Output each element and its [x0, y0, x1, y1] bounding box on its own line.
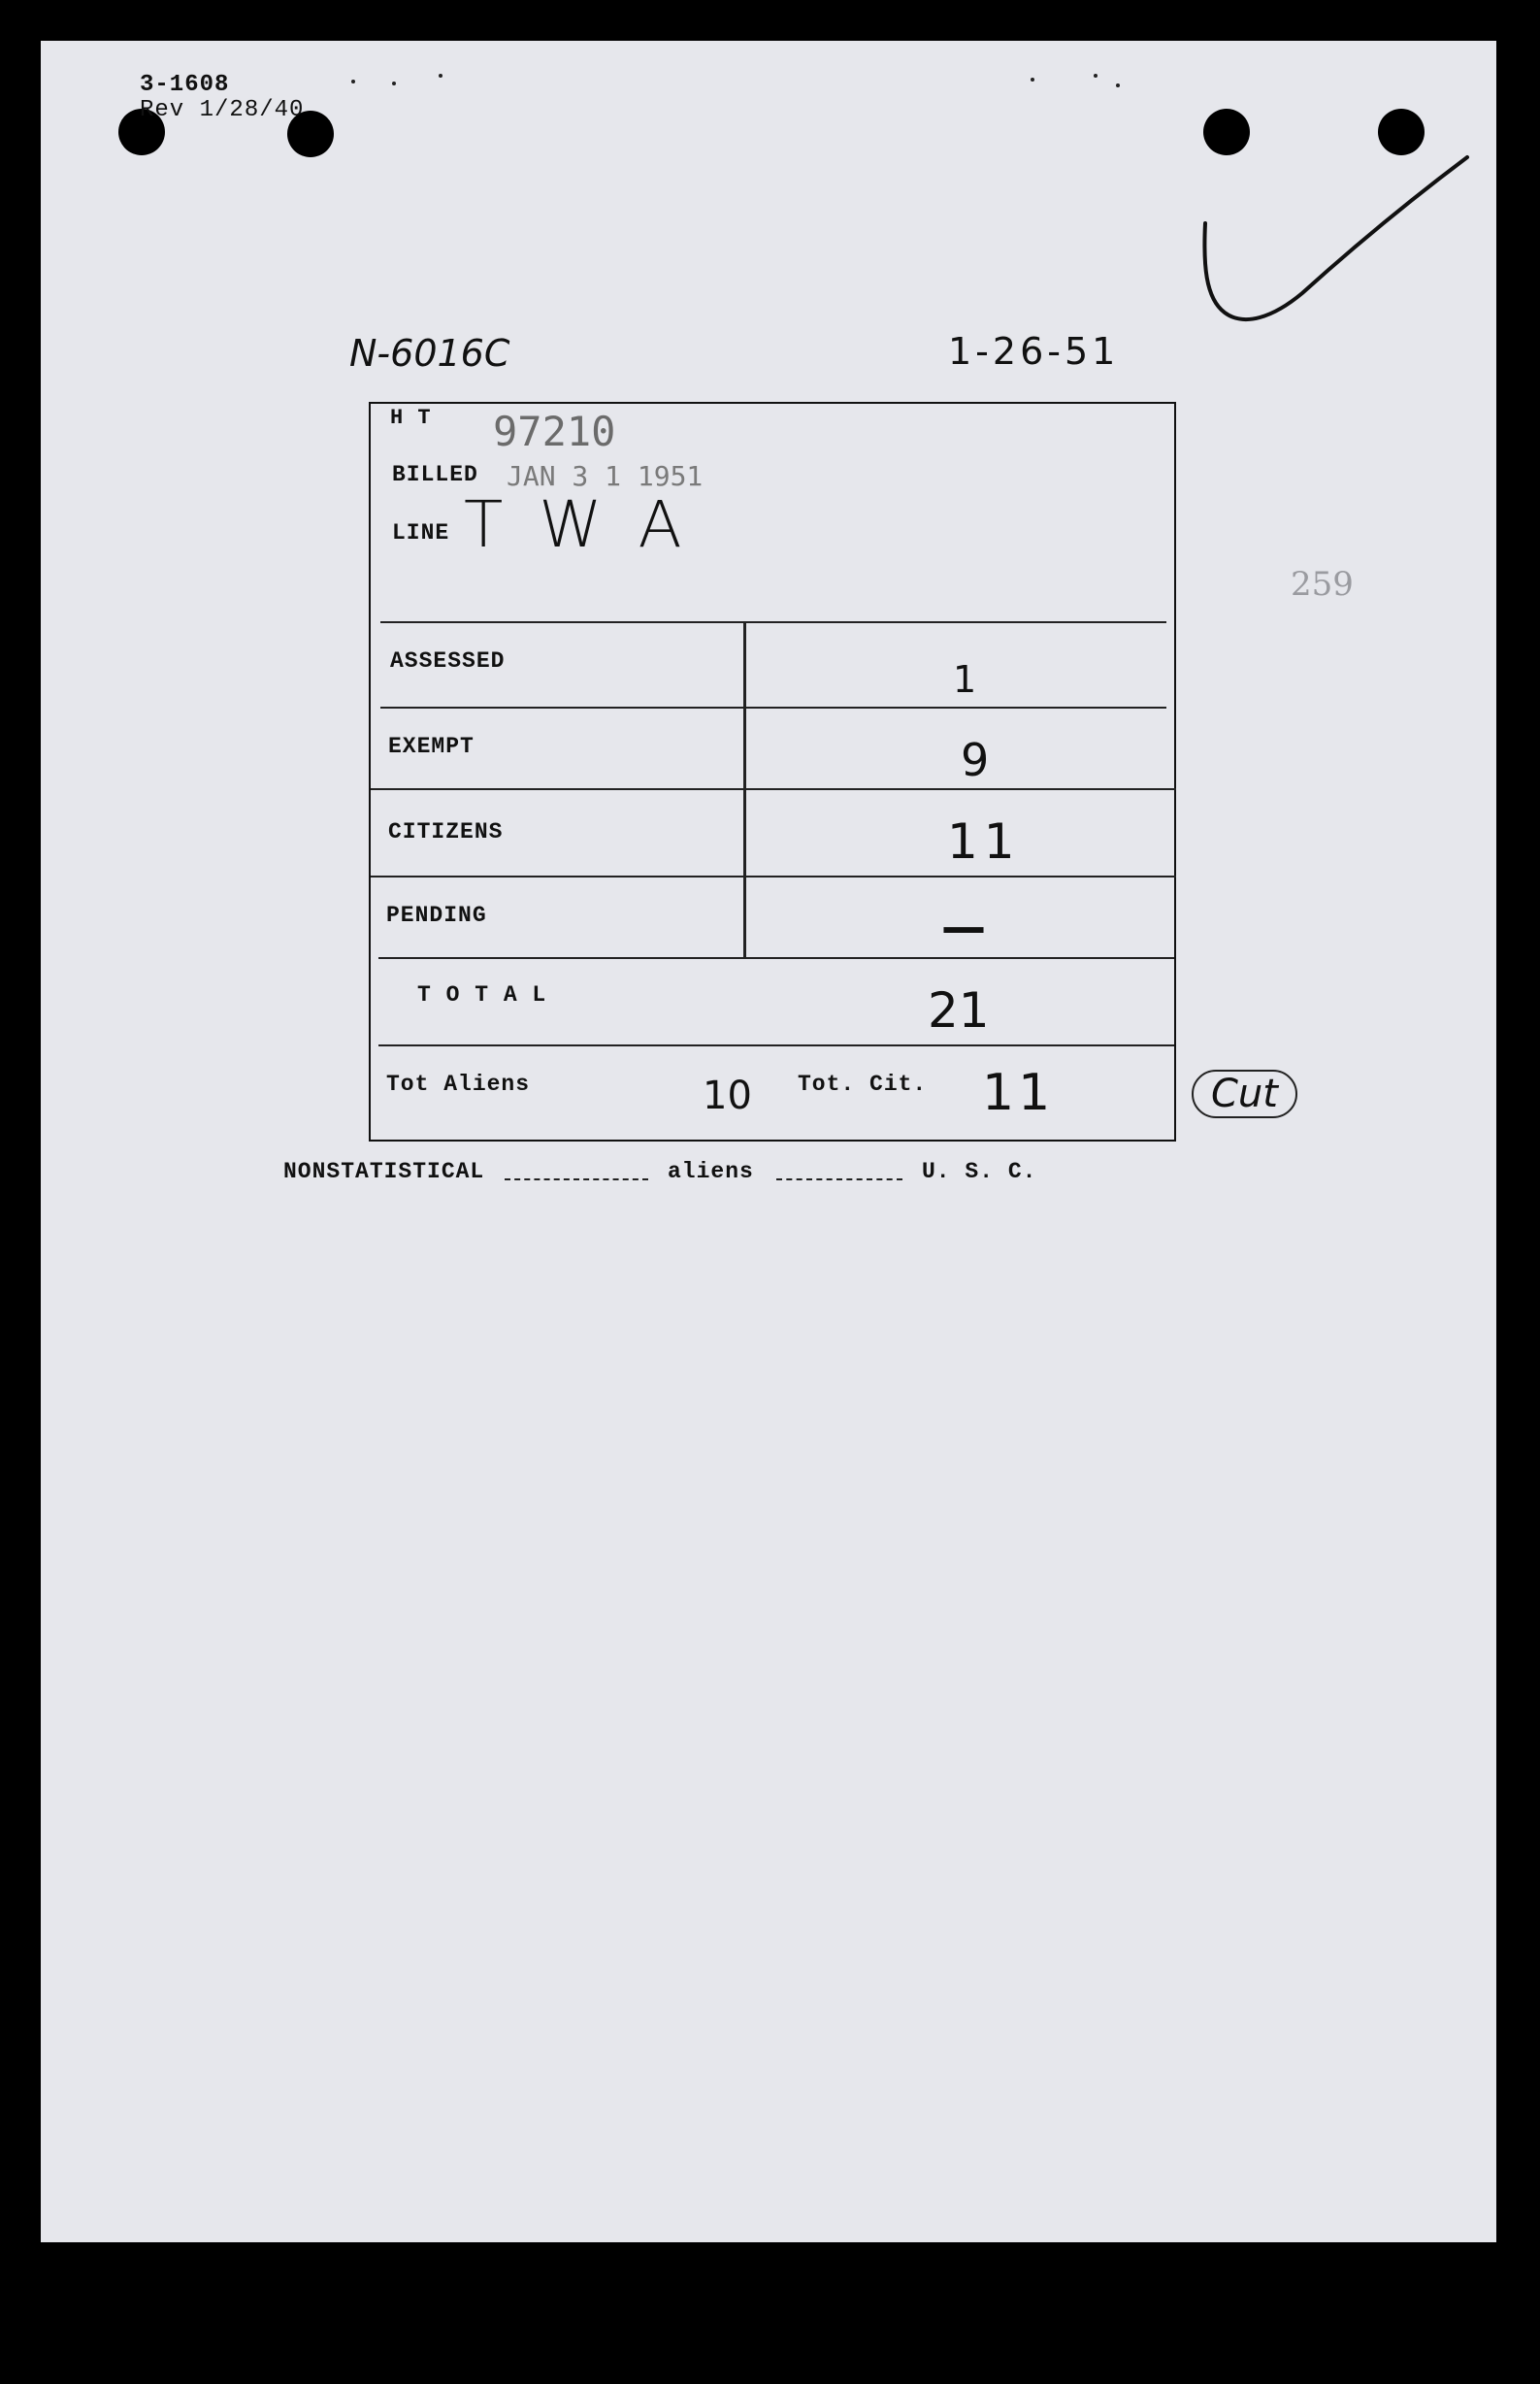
line-value: T W A	[464, 487, 690, 562]
tot-aliens-label: Tot Aliens	[386, 1072, 531, 1097]
ht-number: 97210	[493, 408, 616, 455]
row-value-assessed: 1	[953, 658, 977, 701]
manifest-summary-form	[369, 402, 1176, 1142]
row-divider	[371, 788, 1176, 790]
row-value-citizens: 11	[947, 813, 1021, 870]
check-mark-icon	[1186, 118, 1477, 371]
file-number: N-6016C	[349, 332, 510, 375]
row-label-pending: PENDING	[386, 903, 487, 928]
aliens-label: aliens	[668, 1159, 754, 1184]
document-page	[41, 41, 1496, 2242]
line-label: LINE	[392, 520, 450, 546]
row-value-pending: —	[941, 901, 986, 953]
billed-label: BILLED	[392, 462, 478, 487]
speck	[1094, 74, 1098, 78]
column-divider	[743, 623, 746, 957]
row-divider	[380, 621, 1166, 623]
speck	[392, 82, 396, 85]
speck	[351, 80, 355, 83]
tot-cit-value: 11	[982, 1064, 1055, 1122]
form-revision: Rev 1/28/40	[140, 97, 305, 123]
row-value-exempt: 9	[961, 734, 990, 786]
row-divider	[378, 957, 1174, 959]
aliens-blank	[776, 1178, 902, 1180]
page-number-stamp: 259	[1291, 565, 1354, 604]
row-divider	[378, 1044, 1174, 1046]
billed-date-stamp: JAN 3 1 1951	[507, 460, 704, 492]
row-divider	[380, 707, 1166, 709]
speck	[1031, 78, 1034, 82]
row-divider	[371, 876, 1176, 877]
handwritten-date: 1-26-51	[948, 330, 1120, 373]
total-value: 21	[928, 982, 990, 1039]
form-number: 3-1608	[140, 72, 230, 98]
speck	[1116, 83, 1120, 87]
ht-label: H T	[390, 406, 432, 430]
row-label-citizens: CITIZENS	[388, 819, 504, 844]
row-label-assessed: ASSESSED	[390, 648, 506, 674]
nonstatistical-label: NONSTATISTICAL	[283, 1159, 485, 1184]
tot-aliens-value: 10	[703, 1074, 752, 1118]
row-label-exempt: EXEMPT	[388, 734, 475, 759]
usc-label: U. S. C.	[922, 1159, 1037, 1184]
tot-cit-label: Tot. Cit.	[798, 1072, 928, 1097]
speck	[439, 74, 442, 78]
nonstatistical-blank	[505, 1178, 648, 1180]
total-label: T O T A L	[417, 982, 547, 1008]
handwritten-initials: Cut	[1192, 1070, 1297, 1118]
